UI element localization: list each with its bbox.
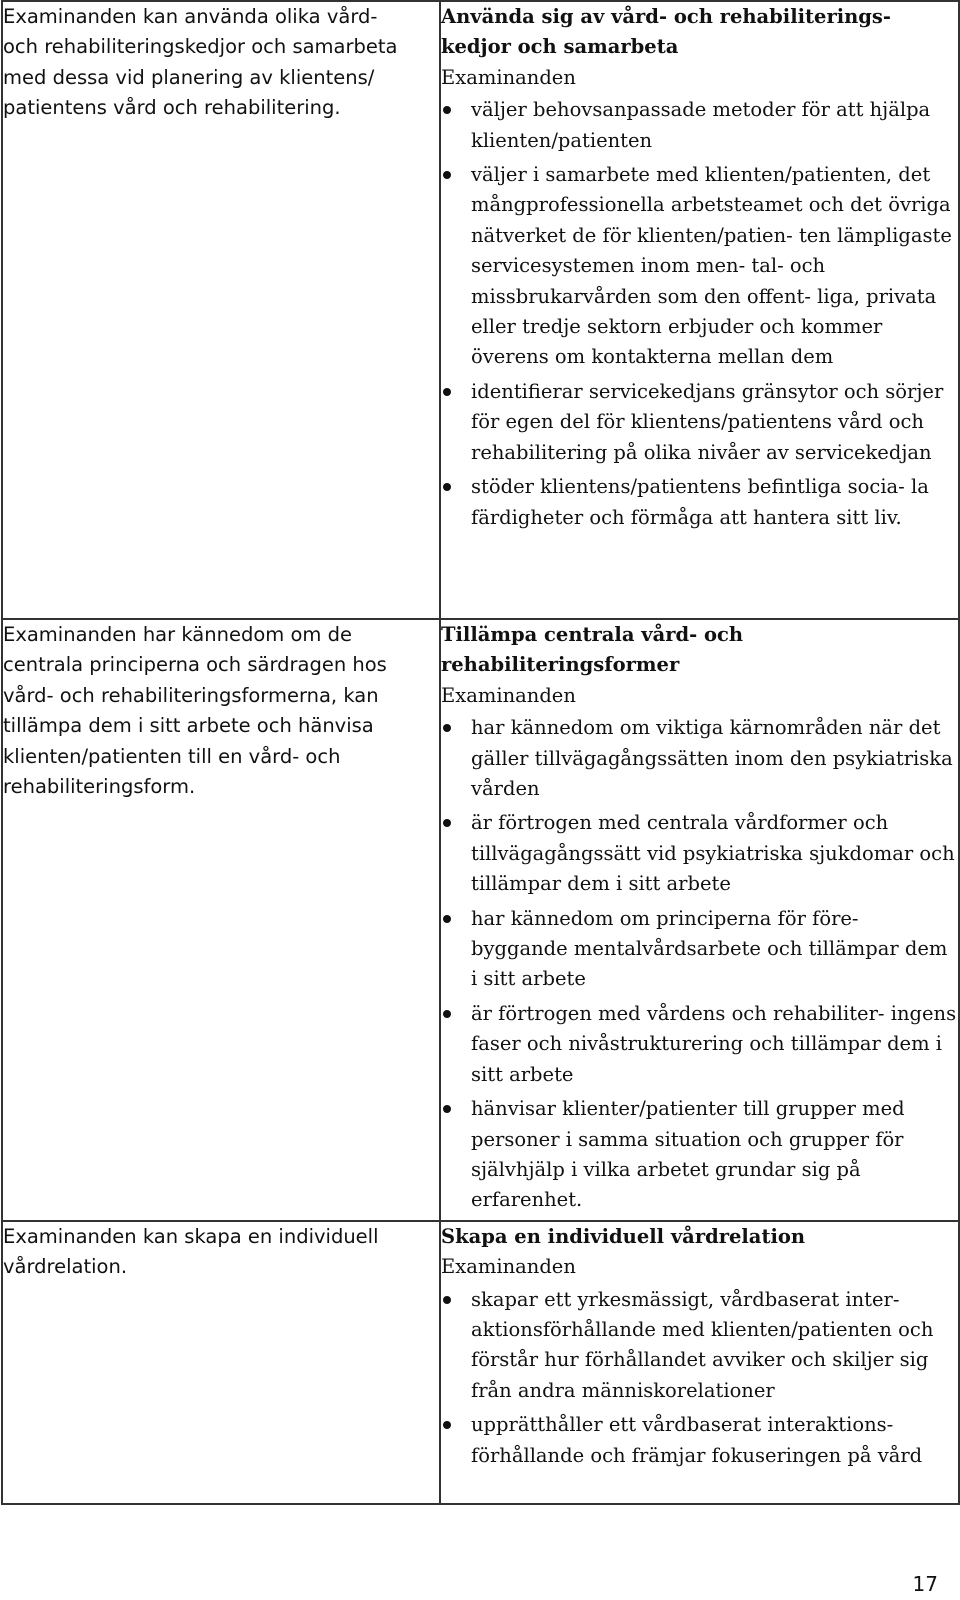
bullet-icon — [443, 1010, 451, 1018]
bullet-icon — [443, 1421, 451, 1429]
bullet-icon — [443, 819, 451, 827]
list-item: är förtrogen med centrala vårdformer och tillvägagångssätt vid psykiatriska sjukdomar och tillämpar dem i sitt arbete — [441, 808, 958, 899]
criteria-list — [441, 95, 958, 533]
section-title: Tillämpa centrala vård- och rehabiliteringsformer — [441, 623, 744, 677]
criteria-cell — [440, 1221, 959, 1504]
section-title: Använda sig av vård- och rehabiliterings- kedjor och samarbeta — [441, 5, 892, 59]
list-item: har kännedom om viktiga kärnområden när det gäller tillvägagångssätten inom den psykiatriska vården — [441, 713, 958, 804]
bullet-icon — [443, 171, 451, 179]
section-subject: Examinanden — [441, 1255, 576, 1279]
bullet-icon — [443, 483, 451, 491]
table-row — [2, 1, 959, 619]
criteria-cell — [440, 1, 959, 619]
bullet-icon — [443, 1105, 451, 1113]
bullet-icon — [443, 106, 451, 114]
bullet-icon — [443, 1296, 451, 1304]
list-item: väljer i samarbete med klienten/patienten, det mångprofessionella arbetsteamet och det övriga nätverket de för klienten/patien- ten lämpligaste servicesystemen inom men- tal- och missbrukarvården som den offent- liga, privata eller tredje sektorn erbjuder och kommer överens om kontakterna mellan dem — [441, 160, 958, 373]
table-row — [2, 619, 959, 1221]
bullet-icon — [443, 724, 451, 732]
goal-text: Examinanden har kännedom om de centrala principerna och särdragen hos vård- och rehabiliteringsformerna, kan tillämpa dem i sitt arbete och hänvisa klienten/patienten till en vård- och rehabiliteringsform. — [3, 623, 387, 799]
goal-text: Examinanden kan skapa en individuell vårdrelation. — [3, 1224, 379, 1279]
criteria-list — [441, 713, 958, 1216]
criteria-list — [441, 1285, 958, 1471]
goal-cell — [2, 1, 440, 619]
section-subject: Examinanden — [441, 65, 576, 89]
list-item: är förtrogen med vårdens och rehabiliter- ingens faser och nivåstrukturering och tillämpar dem i sitt arbete — [441, 999, 958, 1090]
goal-text: Examinanden kan använda olika vård- och rehabiliteringskedjor och samarbeta med dessa vid planering av klientens/ patientens vård och rehabilitering. — [3, 5, 398, 120]
bullet-icon — [443, 915, 451, 923]
section-title: Skapa en individuell vårdrelation — [441, 1224, 806, 1248]
bullet-icon — [443, 388, 451, 396]
list-item: väljer behovsanpassade metoder för att hjälpa klienten/patienten — [441, 95, 958, 156]
goal-cell — [2, 619, 440, 1221]
criteria-cell — [440, 619, 959, 1221]
list-item: identifierar servicekedjans gränsytor och sörjer för egen del för klientens/patientens vård och rehabilitering på olika nivåer av servicekedjan — [441, 377, 958, 468]
table-row — [2, 1221, 959, 1504]
list-item: upprätthåller ett vårdbaserat interaktions- förhållande och främjar fokuseringen på vård — [441, 1410, 958, 1471]
list-item: har kännedom om principerna för före- byggande mentalvårdsarbete och tillämpar dem i sitt arbete — [441, 904, 958, 995]
list-item: stöder klientens/patientens befintliga socia- la färdigheter och förmåga att hantera sitt liv. — [441, 472, 958, 533]
goal-cell — [2, 1221, 440, 1504]
list-item: hänvisar klienter/patienter till grupper med personer i samma situation och grupper för självhjälp i vilka arbetet grundar sig på erfarenhet. — [441, 1094, 958, 1216]
list-item: skapar ett yrkesmässigt, vårdbaserat inter- aktionsförhållande med klienten/patienten och förstår hur förhållandet avviker och skiljer sig från andra människorelationer — [441, 1285, 958, 1407]
section-subject: Examinanden — [441, 683, 576, 707]
competence-table — [1, 0, 960, 1505]
page-number: 17 — [912, 1572, 938, 1596]
